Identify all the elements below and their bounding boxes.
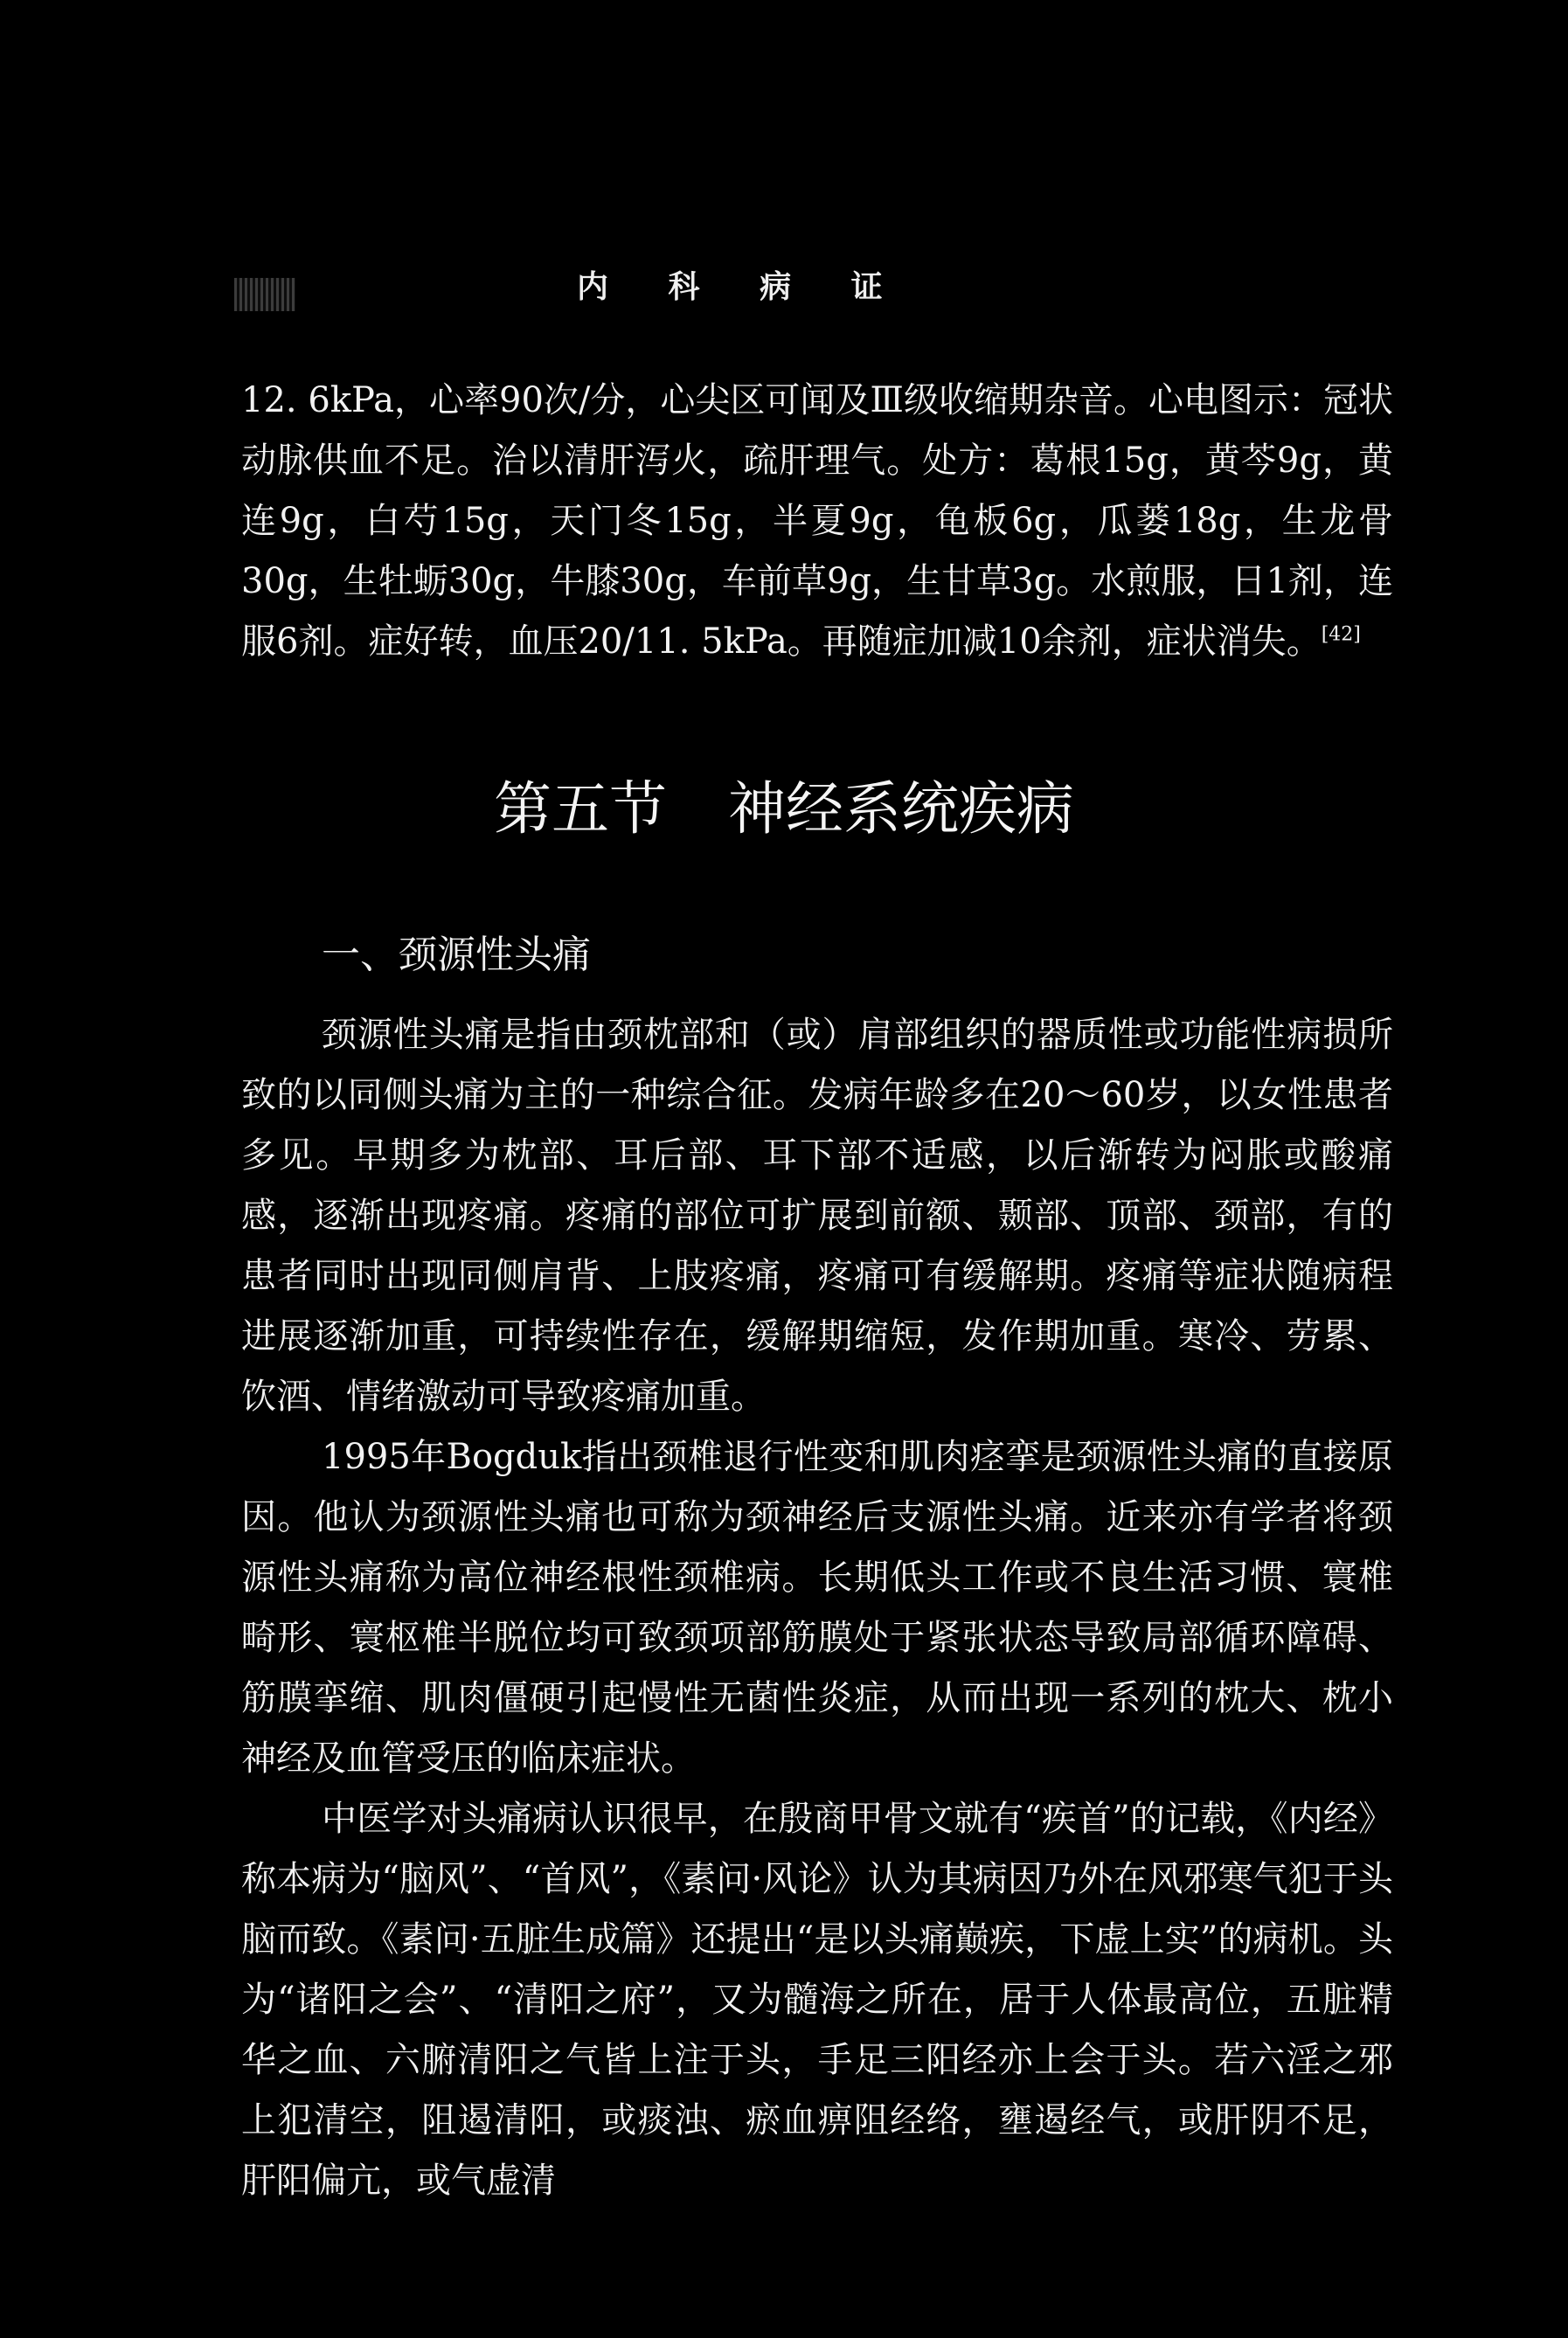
subsection-heading: 一、颈源性头痛 <box>322 933 591 977</box>
paragraph-definition: 颈源性头痛是指由颈枕部和（或）肩部组织的器质性或功能性病损所致的以同侧头痛为主的一种综合征。发病年龄多在20～60岁，以女性患者多见。早期多为枕部、耳后部、耳下部不适感，以后渐转为闷胀或酸痛感，逐渐出现疼痛。疼痛的部位可扩展到前额、颞部、顶部、颈部，有的患者同时出现同侧肩背、上肢疼痛，疼痛可有缓解期。疼痛等症状随病程进展逐渐加重，可持续性存在，缓解期缩短，发作期加重。寒冷、劳累、饮酒、情绪激动可导致疼痛加重。 <box>241 1015 1393 1417</box>
reference-marker: [42] <box>1321 623 1361 646</box>
main-text-block <box>241 1005 1393 2211</box>
scan-artifact <box>234 278 295 311</box>
running-header: 内 科 病 证 <box>577 269 907 305</box>
paragraph-etiology: 1995年Bogduk指出颈椎退行性变和肌肉痉挛是颈源性头痛的直接原因。他认为颈源性头痛也可称为颈神经后支源性头痛。近来亦有学者将颈源性头痛称为高位神经根性颈椎病。长期低头工作或不良生活习惯、寰椎畸形、寰枢椎半脱位均可致颈项部筋膜处于紧张状态导致局部循环障碍、筋膜挛缩、肌肉僵硬引起慢性无菌性炎症，从而出现一系列的枕大、枕小神经及血管受压的临床症状。 <box>241 1437 1393 1779</box>
continued-paragraph <box>241 371 1393 672</box>
section-heading <box>0 762 1568 845</box>
section-title: 神经系统疾病 <box>728 775 1074 843</box>
paragraph-tcm: 中医学对头痛病认识很早，在殷商甲骨文就有“疾首”的记载，《内经》称本病为“脑风”、“首风”，《素问·风论》认为其病因乃外在风邪寒气犯于头脑而致。《素问·五脏生成篇》还提出“是以头痛巅疾，下虚上实”的病机。头为“诸阳之会”、“清阳之府”，又为髓海之所在，居于人体最高位，五脏精华之血、六腑清阳之气皆上注于头，手足三阳经亦上会于头。若六淫之邪上犯清空，阻遏清阳，或痰浊、瘀血痹阻经络，壅遏经气，或肝阴不足，肝阳偏亢，或气虚清 <box>241 1799 1393 2201</box>
section-number: 第五节 <box>494 775 667 843</box>
continued-text-block <box>241 371 1393 672</box>
continued-paragraph-text: 12. 6kPa，心率90次/分，心尖区可闻及Ⅲ级收缩期杂音。心电图示：冠状动脉供血不足。治以清肝泻火，疏肝理气。处方：葛根15g，黄芩9g，黄连9g，白芍15g，天门冬15g，半夏9g，龟板6g，瓜蒌18g，生龙骨30g，生牡蛎30g，牛膝30g，车前草9g，生甘草3g。水煎服，日1剂，连服6剂。症好转，血压20/11. 5kPa。再随症加减10余剂，症状消失。 <box>241 380 1393 662</box>
